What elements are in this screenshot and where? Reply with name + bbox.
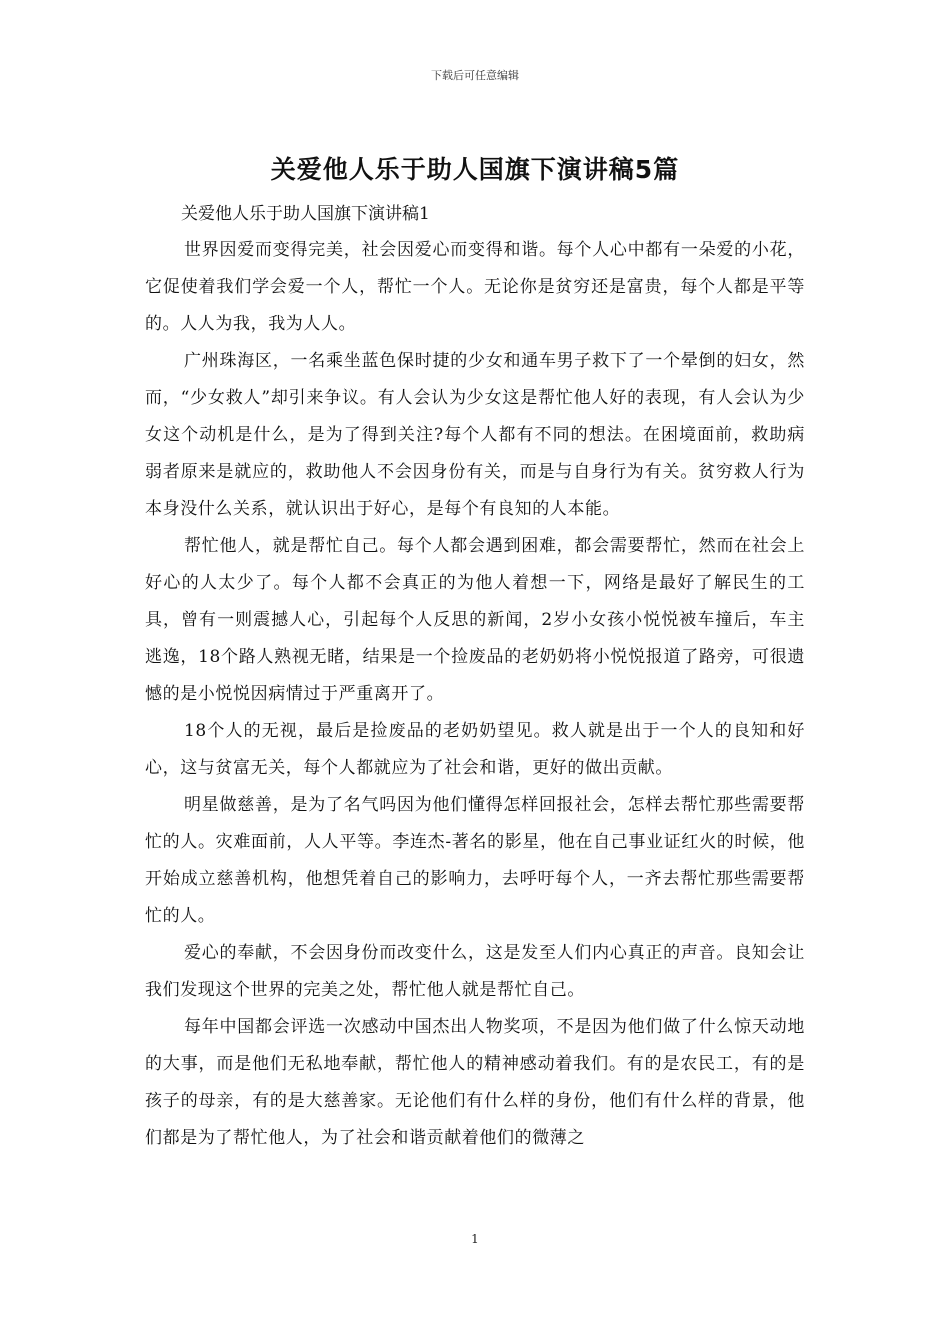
paragraph-1: 世界因爱而变得完美，社会因爱心而变得和谐。每个人心中都有一朵爱的小花，它促使着我们学会爱一个人，帮忙一个人。无论你是贫穷还是富贵，每个人都是平等的。人人为我，我为人人。 bbox=[145, 240, 805, 334]
paragraph-7: 每年中国都会评选一次感动中国杰出人物奖项，不是因为他们做了什么惊天动地的大事，而是他们无私地奉献，帮忙他人的精神感动着我们。有的是农民工，有的是孩子的母亲，有的是大慈善家。无论他们有什么样的身份，他们有什么样的背景，他们都是为了帮忙他人，为了社会和谐贡献着他们的微薄之 bbox=[145, 1017, 805, 1148]
document-title: 关爱他人乐于助人国旗下演讲稿5篇 bbox=[270, 155, 680, 184]
paragraph-3: 帮忙他人，就是帮忙自己。每个人都会遇到困难，都会需要帮忙，然而在社会上好心的人太少了。每个人都不会真正的为他人着想一下，网络是最好了解民生的工具，曾有一则震撼人心，引起每个人反思的新闻，2岁小女孩小悦悦被车撞后，车主逃逸，18个路人熟视无睹，结果是一个捡废品的老奶奶将小悦悦报道了路旁，可很遗憾的是小悦悦因病情过于严重离开了。 bbox=[145, 536, 805, 704]
page-header: 下载后可任意编辑 bbox=[431, 69, 519, 82]
paragraph-2: 广州珠海区，一名乘坐蓝色保时捷的少女和通车男子救下了一个晕倒的妇女，然而，“少女救人”却引来争议。有人会认为少女这是帮忙他人好的表现，有人会认为少女这个动机是什么，是为了得到关注?每个人都有不同的想法。在困境面前，救助病弱者原来是就应的，救助他人不会因身份有关，而是与自身行为有关。贫穷救人行为本身没什么关系，就认识出于好心，是每个有良知的人本能。 bbox=[145, 351, 805, 519]
page-number: 1 bbox=[471, 1232, 479, 1246]
paragraph-6: 爱心的奉献，不会因身份而改变什么，这是发至人们内心真正的声音。良知会让我们发现这个世界的完美之处，帮忙他人就是帮忙自己。 bbox=[145, 943, 805, 1000]
section-subtitle: 关爱他人乐于助人国旗下演讲稿1 bbox=[181, 204, 430, 224]
document-body bbox=[145, 196, 805, 1157]
paragraph-4: 18个人的无视，最后是捡废品的老奶奶望见。救人就是出于一个人的良知和好心，这与贫富无关，每个人都就应为了社会和谐，更好的做出贡献。 bbox=[145, 721, 805, 778]
paragraph-5: 明星做慈善，是为了名气吗因为他们懂得怎样回报社会，怎样去帮忙那些需要帮忙的人。灾难面前，人人平等。李连杰-著名的影星，他在自己事业证红火的时候，他开始成立慈善机构，他想凭着自己的影响力，去呼吁每个人，一齐去帮忙那些需要帮忙的人。 bbox=[145, 795, 805, 926]
